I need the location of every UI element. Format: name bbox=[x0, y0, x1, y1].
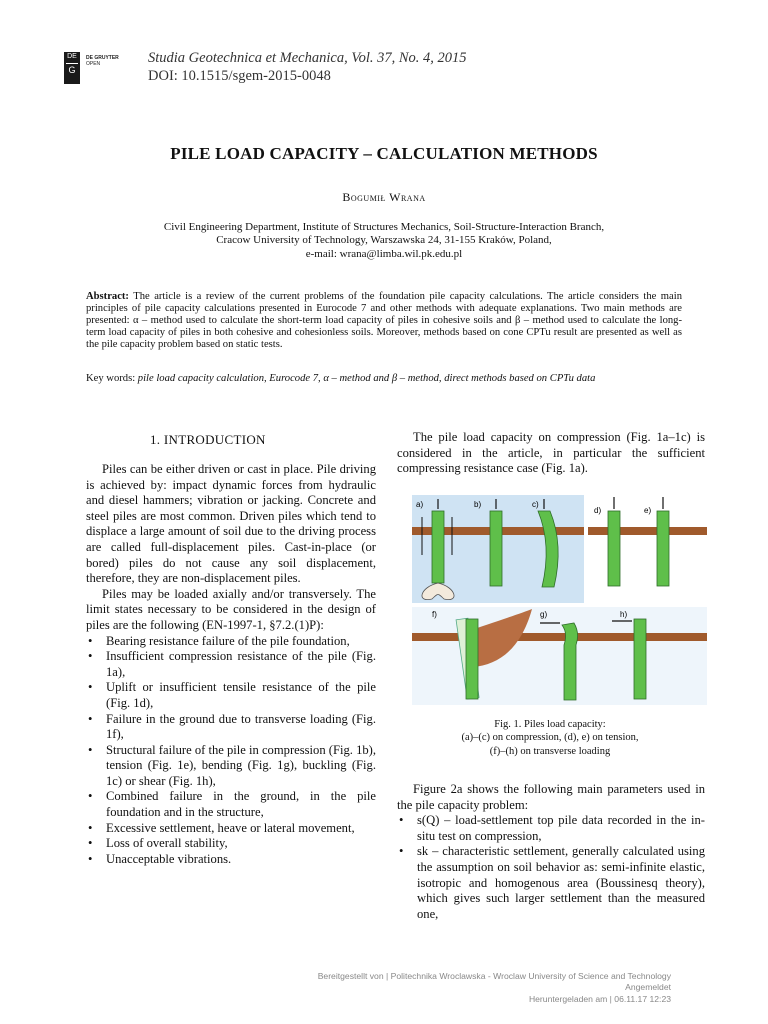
list-item: • Excessive settlement, heave or lateral movement, bbox=[86, 821, 376, 837]
soil-layer bbox=[588, 527, 707, 535]
fig-label-a: a) bbox=[416, 500, 424, 509]
intro-paragraph-2: Piles may be loaded axially and/or transversely. The limit states necessary to be considered in the design of piles are the following (EN-1997-1, §7.2.(1)P): bbox=[86, 586, 376, 632]
fig-label-d: d) bbox=[594, 506, 602, 515]
footer-line1: Bereitgestellt von | Politechnika Wroclawska - Wroclaw University of Science and Technology bbox=[317, 971, 671, 981]
publisher-sub-text: OPEN bbox=[86, 61, 101, 67]
list-item: • Structural failure of the pile in compression (Fig. 1b), tension (Fig. 1e), bending (Fig. 1g), buckling (Fig. 1c) or shear (Fig. 1h), bbox=[86, 743, 376, 790]
logo-line2: G bbox=[68, 65, 76, 75]
list-item: • Failure in the ground due to transverse loading (Fig. 1f), bbox=[86, 712, 376, 743]
email: e-mail: wrana@limba.wil.pk.edu.pl bbox=[305, 247, 463, 260]
list-item: • s(Q) – load-settlement top pile data recorded in the in-situ test on compression, bbox=[397, 813, 705, 844]
right-column-top bbox=[397, 430, 705, 477]
intro-paragraph-1: Piles can be either driven or cast in place. Pile driving is achieved by: impact dynamic forces from hydraulic and diesel hammers; vibration or jacking. Concrete and steel piles are most common. Driven piles which tend to displace a large amount of soil due to the driving process are called full-displacement piles. Cast-in-place (or bored) piles do not cause any soil displacement, therefore, they are non-displacement piles. bbox=[86, 462, 376, 586]
publisher-name-text: DE GRUYTER bbox=[86, 55, 119, 61]
footer bbox=[200, 971, 671, 1005]
fig-label-h: h) bbox=[620, 610, 628, 619]
list-item: • Unacceptable vibrations. bbox=[86, 852, 376, 868]
pile-b bbox=[490, 511, 502, 586]
keywords bbox=[86, 373, 686, 384]
fig-label-e: e) bbox=[644, 506, 652, 515]
fig-label-b: b) bbox=[474, 500, 482, 509]
caption-line1: Fig. 1. Piles load capacity: bbox=[494, 719, 606, 730]
caption-line3: (f)–(h) on transverse loading bbox=[489, 745, 611, 757]
doi: DOI: 10.1515/sgem-2015-0048 bbox=[148, 68, 331, 84]
fig-label-f: f) bbox=[432, 610, 437, 619]
affiliation-line1: Civil Engineering Department, Institute of Structures Mechanics, Soil-Structure-Interaction Branch, bbox=[163, 221, 605, 233]
paper-title: PILE LOAD CAPACITY – CALCULATION METHODS bbox=[170, 144, 598, 163]
pile-f bbox=[466, 619, 478, 699]
affiliation bbox=[100, 221, 668, 261]
section-heading: 1. INTRODUCTION bbox=[150, 432, 266, 447]
list-item: • Insufficient compression resistance of the pile (Fig. 1a), bbox=[86, 649, 376, 680]
list-item: • Combined failure in the ground, in the pile foundation and in the structure, bbox=[86, 789, 376, 820]
right-column-bottom bbox=[397, 782, 705, 922]
right-paragraph-2: Figure 2a shows the following main parameters used in the pile capacity problem: bbox=[397, 782, 705, 812]
pile-a bbox=[432, 511, 444, 583]
list-item: • Uplift or insufficient tensile resistance of the pile (Fig. 1d), bbox=[86, 680, 376, 711]
list-item: • Bearing resistance failure of the pile foundation, bbox=[86, 634, 376, 650]
parameters-list bbox=[397, 813, 705, 922]
pile-figure bbox=[412, 495, 707, 705]
logo-line1: DE bbox=[67, 53, 77, 60]
figure-caption bbox=[420, 718, 680, 758]
fig-label-g: g) bbox=[540, 610, 548, 619]
publisher-name bbox=[86, 55, 119, 67]
footer-line3: Heruntergeladen am | 06.11.17 12:23 bbox=[528, 993, 671, 1004]
footer-line2: Angemeldet bbox=[625, 982, 671, 993]
pile-d bbox=[608, 511, 620, 586]
pile-e bbox=[657, 511, 669, 586]
list-item: • sk – characteristic settlement, generally calculated using the assumption on soil behavior as: semi-infinite elastic, isotropic and homogenous area (Boussinesq theory), which gives such larger settlement than the measured one, bbox=[397, 844, 705, 922]
limit-states-list bbox=[86, 634, 376, 868]
author: Bogumił Wrana bbox=[342, 190, 426, 204]
journal-citation: Studia Geotechnica et Mechanica, Vol. 37, No. 4, 2015 bbox=[148, 50, 467, 66]
pile-h bbox=[634, 619, 646, 699]
abstract bbox=[86, 291, 682, 351]
soil-layer bbox=[412, 633, 707, 641]
fig-label-c: c) bbox=[532, 500, 539, 509]
left-column bbox=[86, 462, 376, 867]
keywords-label: Key words: bbox=[86, 373, 136, 384]
caption-line2: (a)–(c) on compression, (d), e) on tension, bbox=[461, 732, 639, 744]
affiliation-line2: Cracow University of Technology, Warszawska 24, 31-155 Kraków, Poland, bbox=[216, 234, 552, 247]
right-paragraph-1: The pile load capacity on compression (Fig. 1a–1c) is considered in the article, in particular the sufficient compressing resistance case (Fig. 1a). bbox=[397, 430, 705, 476]
list-item: • Loss of overall stability, bbox=[86, 836, 376, 852]
abstract-text: The article is a review of the current problems of the foundation pile capacity calculations. The article considers the main principles of pile capacity calculations presented in Eurocode 7 and other methods with adequate explanations. Two main methods are presented: α – method used to calculate the short-term load capacity of piles in cohesive soils and β – method used to calculate the long- term load capacity of piles in both cohesive and cohesionless soils. Moreover, methods based on cone CPTu result are presented as well as the pile capacity problem based on static tests. bbox=[86, 291, 682, 351]
keywords-text: pile load capacity calculation, Eurocode 7, α – method and β – method, direct methods based on CPTu data bbox=[137, 373, 596, 384]
abstract-label: Abstract: bbox=[86, 291, 129, 302]
publisher-logo bbox=[64, 52, 80, 84]
